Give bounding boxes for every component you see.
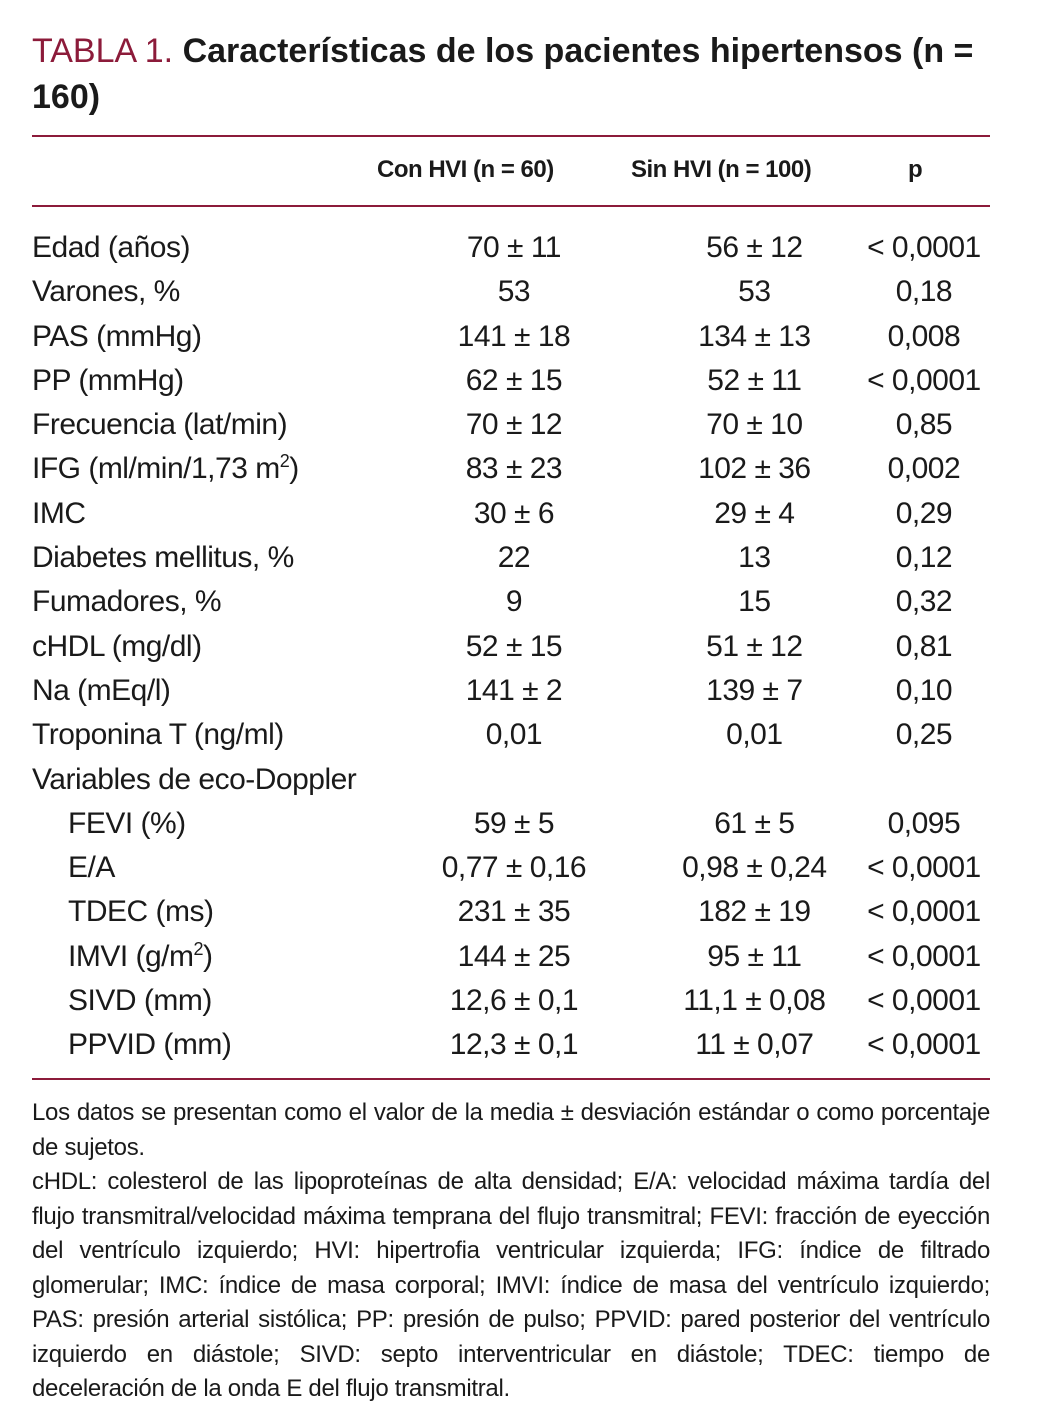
con-hvi-value-cell — [379, 447, 624, 491]
con-hvi-value: 70 ± 11 — [466, 231, 561, 264]
row-label-text: Na (mEq/l) — [32, 673, 171, 707]
sin-hvi-value-cell — [624, 580, 873, 624]
row-label-text: Diabetes mellitus, % — [32, 541, 294, 575]
table-row — [32, 359, 990, 403]
row-label — [32, 226, 379, 270]
superscript: 2 — [193, 938, 204, 959]
table-row — [32, 315, 990, 359]
con-hvi-value: 22 — [497, 541, 531, 575]
row-label-end: ) — [203, 939, 213, 973]
row-label-text: Fumadores, % — [32, 585, 222, 619]
table-row — [32, 536, 990, 580]
sin-hvi-value: 95 ± 11 — [707, 939, 802, 973]
sin-hvi-value-cell — [624, 758, 873, 802]
con-hvi-value: 30 ± 6 — [473, 496, 555, 530]
table-row — [32, 447, 990, 491]
con-hvi-value: 144 ± 25 — [457, 939, 571, 973]
p-value: 0,85 — [895, 408, 953, 442]
sin-hvi-value: 15 — [738, 585, 771, 619]
con-hvi-value: 9 — [505, 585, 523, 619]
con-hvi-value-cell — [379, 713, 624, 757]
con-hvi-value: 0,77 ± 0,16 — [441, 851, 587, 885]
row-label — [32, 846, 379, 890]
con-hvi-value-cell — [379, 802, 624, 846]
top-rule — [32, 135, 990, 137]
p-value: 0,25 — [895, 718, 953, 752]
table-row — [32, 846, 990, 890]
sin-hvi-value-cell — [624, 536, 873, 580]
p-value-cell — [873, 315, 990, 359]
sin-hvi-value-cell — [624, 713, 873, 757]
row-label — [32, 447, 379, 491]
sin-hvi-value-cell — [624, 403, 873, 447]
table-title — [32, 28, 992, 120]
row-label — [32, 1023, 379, 1067]
p-value-cell — [873, 758, 990, 802]
p-value: < 0,0001 — [867, 939, 981, 973]
con-hvi-value: 231 ± 35 — [457, 895, 571, 929]
row-label-text: PP (mmHg) — [32, 363, 184, 397]
row-label-end: ) — [289, 452, 299, 486]
p-value: < 0,0001 — [867, 1028, 981, 1062]
row-label — [32, 403, 379, 447]
sin-hvi-value-cell — [624, 359, 873, 403]
sin-hvi-value: 102 ± 36 — [698, 452, 811, 486]
con-hvi-value-cell — [379, 1023, 624, 1067]
sin-hvi-value: 53 — [738, 275, 771, 309]
p-value-cell — [867, 979, 990, 1023]
row-label — [32, 758, 379, 802]
sin-hvi-value: 56 ± 12 — [706, 231, 803, 264]
table-row — [32, 1023, 990, 1067]
p-value-cell — [873, 492, 990, 536]
con-hvi-value-cell — [379, 226, 624, 270]
table-row — [32, 979, 990, 1023]
sin-hvi-value-cell — [624, 315, 873, 359]
sin-hvi-value: 51 ± 12 — [706, 629, 803, 663]
header-con-hvi: Con HVI (n = 60) — [377, 156, 554, 183]
con-hvi-value-cell — [379, 359, 624, 403]
p-value: 0,12 — [895, 541, 953, 575]
table-row — [32, 492, 990, 536]
table-row — [32, 226, 990, 270]
row-label-text: IMVI (g/m — [68, 939, 194, 973]
row-label-text: Varones, % — [32, 275, 180, 309]
p-value-cell — [873, 713, 990, 757]
table-row — [32, 890, 990, 934]
p-value-cell — [873, 536, 990, 580]
sin-hvi-value-cell — [624, 1023, 873, 1067]
p-value: < 0,0001 — [867, 895, 981, 929]
p-value: 0,18 — [895, 275, 953, 309]
row-label-text: Variables de eco-Doppler — [32, 762, 357, 796]
row-label — [32, 580, 379, 624]
row-label — [32, 359, 379, 403]
row-label-text: IMC — [32, 496, 86, 530]
table-number: TABLA 1. — [32, 32, 174, 70]
sin-hvi-value: 0,98 ± 0,24 — [682, 851, 827, 885]
sin-hvi-value: 61 ± 5 — [714, 806, 795, 840]
con-hvi-value: 12,3 ± 0,1 — [449, 1028, 579, 1062]
p-value-cell — [873, 625, 990, 669]
sin-hvi-value-cell — [624, 802, 873, 846]
header-p: p — [908, 156, 923, 183]
row-label — [32, 935, 379, 979]
con-hvi-value: 62 ± 15 — [465, 363, 563, 397]
table-caption: Características de los pacientes hipertensos (n = 160) — [32, 32, 974, 116]
sin-hvi-value-cell — [624, 492, 873, 536]
sin-hvi-value-cell — [624, 447, 873, 491]
sin-hvi-value-cell — [624, 669, 873, 713]
p-value-cell — [873, 802, 990, 846]
con-hvi-value: 83 ± 23 — [465, 452, 563, 486]
p-value-cell — [873, 447, 990, 491]
p-value-cell — [873, 669, 990, 713]
p-value: < 0,0001 — [867, 851, 981, 885]
table-row — [32, 669, 990, 713]
sin-hvi-value-cell — [624, 935, 873, 979]
p-value-cell — [867, 890, 990, 934]
p-value: 0,32 — [895, 585, 953, 619]
p-value: 0,10 — [895, 673, 953, 707]
row-label-text: SIVD (mm) — [68, 984, 212, 1018]
p-value: 0,008 — [887, 319, 961, 353]
p-value-cell — [867, 846, 990, 890]
p-value-cell — [867, 1023, 990, 1067]
con-hvi-value: 59 ± 5 — [473, 806, 555, 840]
p-value: 0,81 — [895, 629, 953, 663]
con-hvi-value-cell — [379, 270, 624, 314]
sin-hvi-value: 0,01 — [726, 718, 783, 752]
sin-hvi-value: 11,1 ± 0,08 — [683, 984, 826, 1018]
sin-hvi-value: 13 — [738, 541, 771, 575]
row-label-text: Edad (años) — [32, 231, 190, 264]
table-row — [32, 580, 990, 624]
con-hvi-value: 141 ± 18 — [457, 319, 571, 353]
row-label-text: PAS (mmHg) — [32, 319, 202, 353]
row-label — [32, 536, 379, 580]
p-value-cell — [873, 403, 990, 447]
table-row — [32, 935, 990, 979]
row-label-text: cHDL (mg/dl) — [32, 629, 202, 663]
row-label — [32, 979, 379, 1023]
sin-hvi-value: 11 ± 0,07 — [695, 1028, 814, 1062]
con-hvi-value-cell — [379, 846, 624, 890]
table-row — [32, 625, 990, 669]
table-row — [32, 713, 990, 757]
con-hvi-value-cell — [379, 758, 624, 802]
p-value: < 0,0001 — [867, 984, 981, 1018]
p-value: 0,095 — [887, 806, 961, 840]
p-value: 0,002 — [887, 452, 961, 486]
row-label-text: IFG (ml/min/1,73 m — [32, 452, 280, 486]
table-row — [32, 758, 990, 802]
header-rule — [32, 205, 990, 207]
con-hvi-value-cell — [379, 315, 624, 359]
row-label-text: TDEC (ms) — [68, 895, 214, 929]
table-notes — [32, 1096, 990, 1407]
con-hvi-value-cell — [379, 979, 624, 1023]
row-label — [32, 315, 379, 359]
con-hvi-value: 53 — [497, 275, 531, 309]
note-data-format: Los datos se presentan como el valor de la media ± desviación estándar o como porcentaje de sujetos. — [32, 1099, 990, 1161]
row-label-text: Frecuencia (lat/min) — [32, 408, 288, 442]
p-value-cell — [867, 226, 990, 270]
con-hvi-value-cell — [379, 580, 624, 624]
row-label-text: E/A — [68, 851, 115, 885]
con-hvi-value-cell — [379, 669, 624, 713]
con-hvi-value: 70 ± 12 — [465, 408, 563, 442]
row-label — [32, 625, 379, 669]
table-row — [32, 270, 990, 314]
table-row — [32, 403, 990, 447]
row-label — [32, 669, 379, 713]
con-hvi-value-cell — [379, 890, 624, 934]
row-label — [32, 270, 379, 314]
sin-hvi-value-cell — [624, 979, 873, 1023]
sin-hvi-value-cell — [624, 846, 873, 890]
table-row — [32, 802, 990, 846]
p-value-cell — [873, 270, 990, 314]
con-hvi-value-cell — [379, 492, 624, 536]
patient-table — [32, 226, 990, 1068]
row-label — [32, 802, 379, 846]
row-label — [32, 492, 379, 536]
sin-hvi-value: 70 ± 10 — [706, 408, 803, 442]
row-label-text: FEVI (%) — [68, 806, 186, 840]
con-hvi-value: 52 ± 15 — [465, 629, 563, 663]
p-value: < 0,0001 — [867, 231, 981, 264]
con-hvi-value-cell — [379, 935, 624, 979]
sin-hvi-value-cell — [624, 270, 873, 314]
con-hvi-value-cell — [379, 625, 624, 669]
bottom-rule — [32, 1078, 990, 1080]
con-hvi-value: 12,6 ± 0,1 — [449, 984, 579, 1018]
con-hvi-value: 0,01 — [485, 718, 543, 752]
sin-hvi-value: 52 ± 11 — [707, 363, 802, 397]
p-value-cell — [867, 935, 990, 979]
sin-hvi-value: 134 ± 13 — [698, 319, 811, 353]
sin-hvi-value: 139 ± 7 — [706, 673, 803, 707]
p-value: < 0,0001 — [867, 363, 981, 397]
row-label — [32, 713, 379, 757]
con-hvi-value-cell — [379, 403, 624, 447]
row-label-text: PPVID (mm) — [68, 1028, 232, 1062]
con-hvi-value-cell — [379, 536, 624, 580]
header-sin-hvi: Sin HVI (n = 100) — [631, 156, 812, 183]
row-label-text: Troponina T (ng/ml) — [32, 718, 284, 752]
p-value: 0,29 — [895, 496, 953, 530]
sin-hvi-value-cell — [624, 890, 873, 934]
sin-hvi-value-cell — [624, 625, 873, 669]
sin-hvi-value-cell — [624, 226, 873, 270]
row-label — [32, 890, 379, 934]
sin-hvi-value: 29 ± 4 — [714, 496, 795, 530]
p-value-cell — [867, 359, 990, 403]
note-abbreviations: cHDL: colesterol de las lipoproteínas de alta densidad; E/A: velocidad máxima tardía del flujo transmitral/velocidad máxima temprana del flujo transmitral; FEVI: fracción de eyección del ventrículo izquierdo; HVI: hipertrofia ventricular izquierda; IFG: índice de filtrado glomerular; IMC: índice de masa corporal; IMVI: índice de masa del ventrículo izquierdo; PAS: presión arterial sistólica; PP: presión de pulso; PPVID: pared posterior del ventrículo izquierdo en diástole; SIVD: septo interventricular en diástole; TDEC: tiempo de deceleración de la onda E del flujo transmitral. — [32, 1168, 990, 1402]
superscript: 2 — [279, 451, 290, 472]
sin-hvi-value: 182 ± 19 — [698, 895, 811, 929]
p-value-cell — [873, 580, 990, 624]
con-hvi-value: 141 ± 2 — [465, 673, 563, 707]
